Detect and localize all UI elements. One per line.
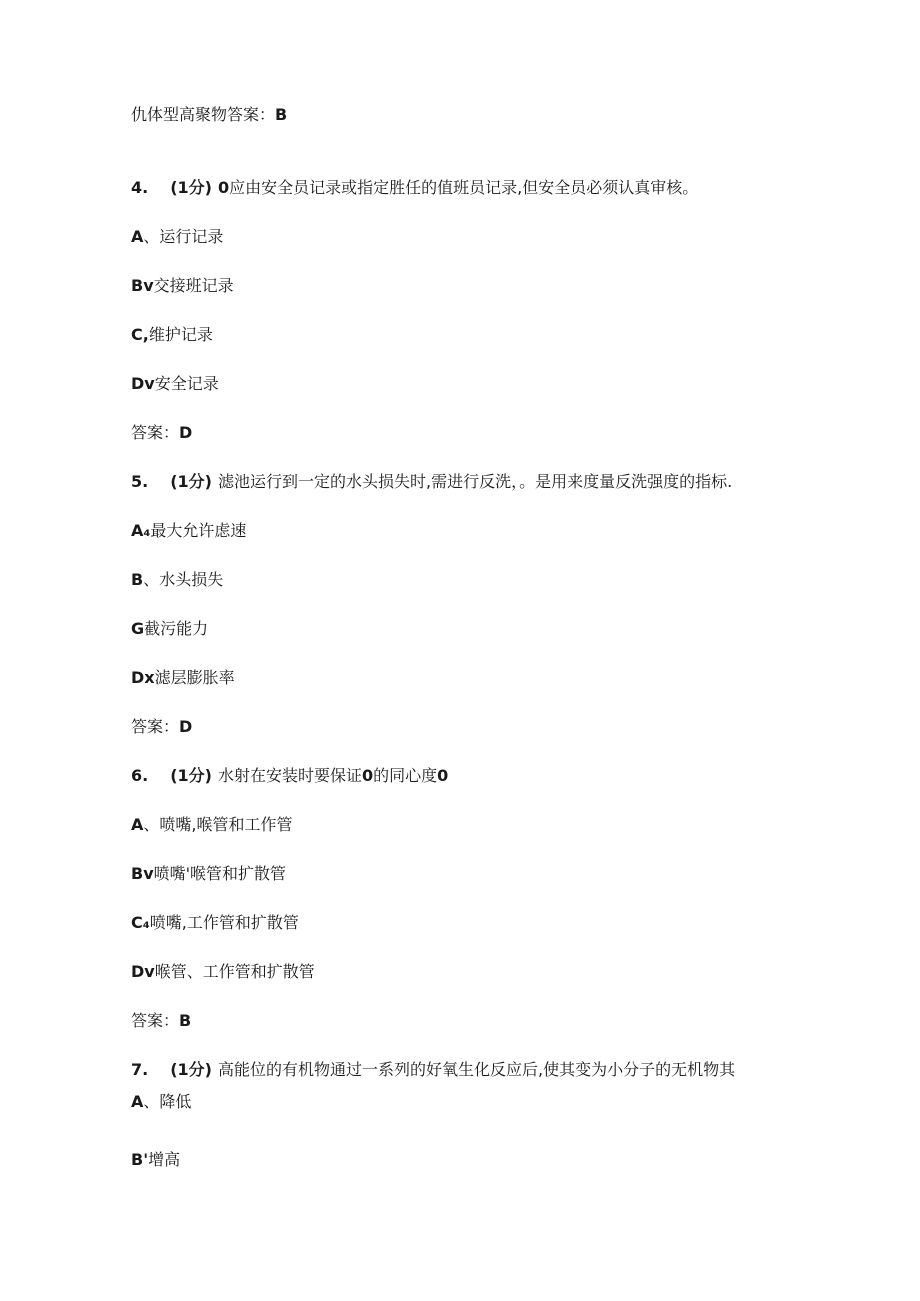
question-text: 应由安全员记录或指定胜任的值班员记录,但安全员必须认真审核。 [229,178,699,197]
option-c [131,912,299,934]
answer-value: D [179,717,193,736]
option-c [131,324,213,346]
option-letter: Bv [131,864,154,883]
option-text: 、喷嘴,喉管和工作管 [143,815,293,834]
question-blank: 0 [362,766,374,785]
question-7 [131,1059,735,1081]
answer-label: 答案： [131,423,180,442]
question-5 [131,471,732,493]
answer-line-q4 [131,422,192,444]
option-b [131,569,223,591]
question-number: 5. [131,472,149,491]
option-text: 、水头损失 [143,570,224,589]
answer-line-q6 [131,1010,191,1032]
question-4 [131,177,698,199]
option-text: 安全记录 [154,374,219,393]
question-text: 高能位的有机物通过一系列的好氧生化反应后,使其变为小分子的无机物其 [217,1060,736,1079]
option-b [131,275,234,297]
option-text: 维护记录 [148,325,213,344]
option-a [131,1091,191,1113]
option-text: 最大允许虑速 [150,521,247,540]
option-letter: A [131,815,144,834]
option-text: 滤层膨胀率 [154,668,235,687]
option-d [131,667,235,689]
question-6 [131,765,448,787]
option-text: 、运行记录 [143,227,224,246]
answer-value: B [275,105,288,124]
question-text: 水射在安装时要保证 [217,766,362,785]
option-text: 喉管、工作管和扩散管 [154,962,315,981]
option-text: 截污能力 [144,619,209,638]
option-text: 喷嘴,工作管和扩散管 [149,913,299,932]
question-number: 4. [131,178,149,197]
option-letter: A [131,1092,144,1111]
option-letter: G [131,619,145,638]
question-text-2: 的同心度 [373,766,438,785]
option-letter: C₄ [131,913,150,932]
option-letter: A₄ [131,521,151,540]
option-a [131,520,246,542]
option-text: 交接班记录 [153,276,234,295]
answer-line-q5 [131,716,192,738]
answer-line-q3 [131,104,287,126]
option-text: 、降低 [143,1092,192,1111]
answer-value: B [179,1011,192,1030]
answer-label: 答案： [131,1011,180,1030]
option-b [131,863,286,885]
option-letter: Bv [131,276,154,295]
option-d [131,961,315,983]
option-letter: B' [131,1150,149,1169]
answer-value: D [179,423,193,442]
option-text: 增高 [148,1150,181,1169]
answer-label: 仇体型高聚物答案： [131,105,276,124]
question-text: 滤池运行到一定的水头损失时,需进行反洗，。是用来度量反洗强度的指标. [217,472,733,491]
question-score: (1分) [170,766,212,785]
option-text: 喷嘴'喉管和扩散管 [153,864,287,883]
question-blank: 0 [217,178,230,197]
option-b [131,1149,180,1171]
option-letter: B [131,570,144,589]
question-number: 6. [131,766,149,785]
option-letter: Dv [131,374,155,393]
question-blank-2: 0 [437,766,449,785]
question-score: (1分) [170,1060,212,1079]
option-a [131,814,292,836]
option-letter: C, [131,325,149,344]
option-letter: Dv [131,962,155,981]
option-letter: Dx [131,668,155,687]
question-score: (1分) [170,472,212,491]
question-number: 7. [131,1060,149,1079]
option-d [131,373,219,395]
option-letter: A [131,227,144,246]
option-a [131,226,223,248]
question-score: (1分) [170,178,212,197]
option-c [131,618,208,640]
answer-label: 答案： [131,717,180,736]
